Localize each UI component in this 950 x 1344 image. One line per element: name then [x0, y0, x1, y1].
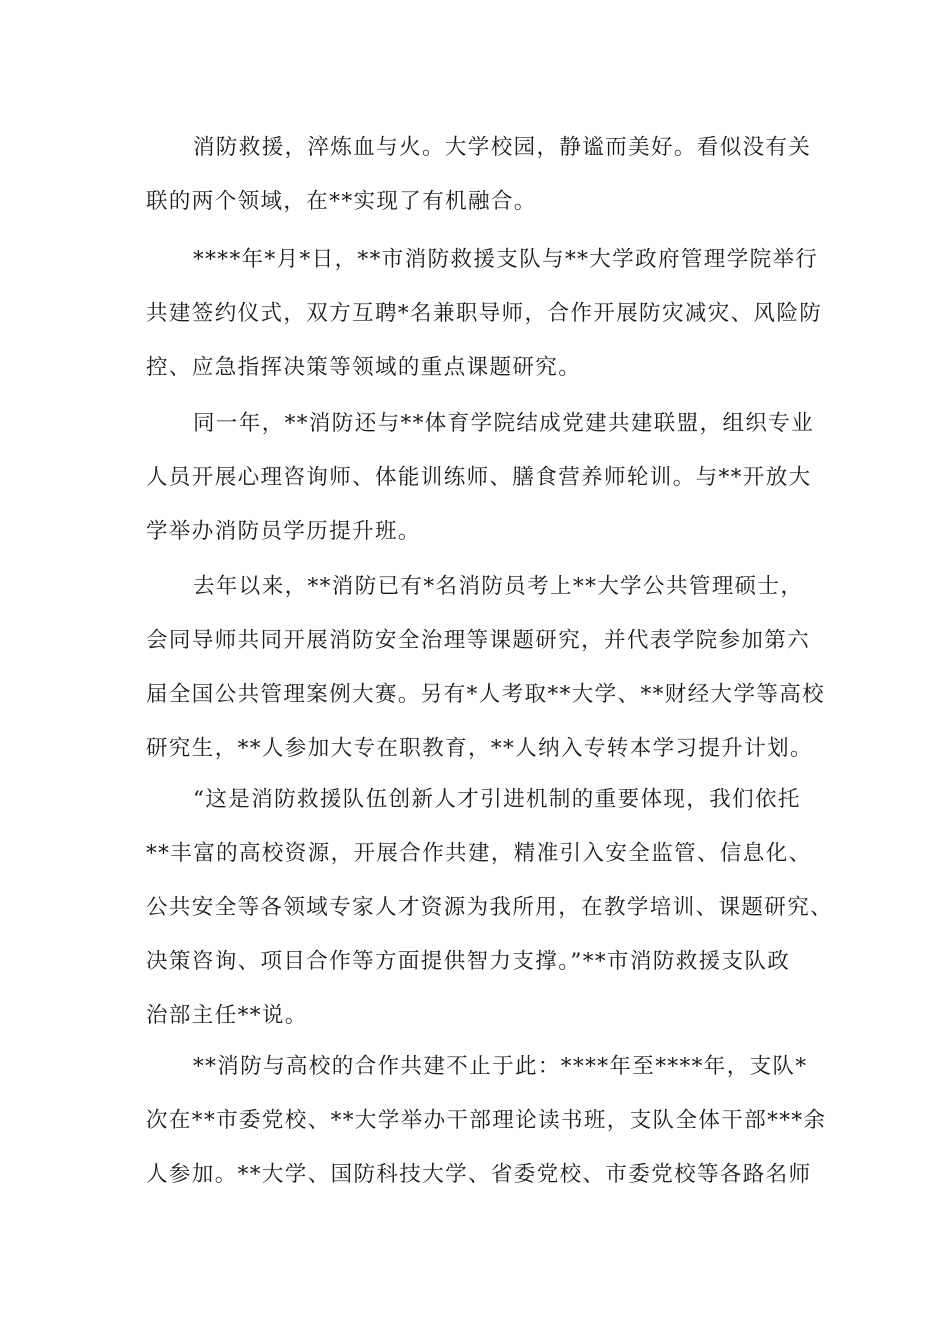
text-line: “这是消防救援队伍创新人才引进机制的重要体现，我们依托	[193, 787, 801, 812]
paragraph-6	[146, 1040, 827, 1202]
text-line: 届全国公共管理案例大赛。另有*人考取**大学、**财经大学等高校	[146, 682, 826, 707]
paragraph-4	[146, 560, 826, 776]
text-line: 治部主任**说。	[146, 1003, 308, 1028]
text-line: 共建签约仪式，双方互聘*名兼职导师，合作开展防灾减灾、风险防	[146, 301, 823, 326]
paragraph-5	[146, 773, 834, 1043]
text-line: 学举办消防员学历提升班。	[146, 519, 421, 544]
text-line: **消防与高校的合作共建不止于此：****年至****年，支队*	[193, 1054, 808, 1079]
text-line: 控、应急指挥决策等领域的重点课题研究。	[146, 355, 582, 380]
text-line: 联的两个领域，在**实现了有机融合。	[146, 189, 537, 214]
text-line: **丰富的高校资源，开展合作共建，精准引入安全监管、信息化、	[146, 841, 812, 866]
text-line: 人参加。**大学、国防科技大学、省委党校、市委党校等各路名师	[146, 1162, 812, 1187]
text-line: 研究生，**人参加大专在职教育，**人纳入专转本学习提升计划。	[146, 736, 813, 761]
text-line: 同一年，**消防还与**体育学院结成党建共建联盟，组织专业	[193, 411, 815, 436]
text-line: 会同导师共同开展消防安全治理等课题研究，并代表学院参加第六	[146, 628, 811, 653]
paragraph-3	[146, 397, 816, 559]
text-line: 去年以来，**消防已有*名消防员考上**大学公共管理硕士，	[193, 574, 804, 599]
paragraph-2	[146, 233, 823, 395]
text-line: ****年*月*日，**市消防救援支队与**大学政府管理学院举行	[193, 247, 819, 272]
text-line: 次在**市委党校、**大学举办干部理论读书班，支队全体干部***余	[146, 1108, 827, 1133]
text-line: 决策咨询、项目合作等方面提供智力支撑。”**市消防救援支队政	[146, 949, 791, 974]
paragraph-1	[146, 121, 816, 229]
text-line: 公共安全等各领域专家人才资源为我所用，在教学培训、课题研究、	[146, 895, 834, 920]
text-line: 消防救援，淬炼血与火。大学校园，静谧而美好。看似没有关	[193, 135, 812, 160]
text-line: 人员开展心理咨询师、体能训练师、膳食营养师轮训。与**开放大	[146, 465, 812, 490]
